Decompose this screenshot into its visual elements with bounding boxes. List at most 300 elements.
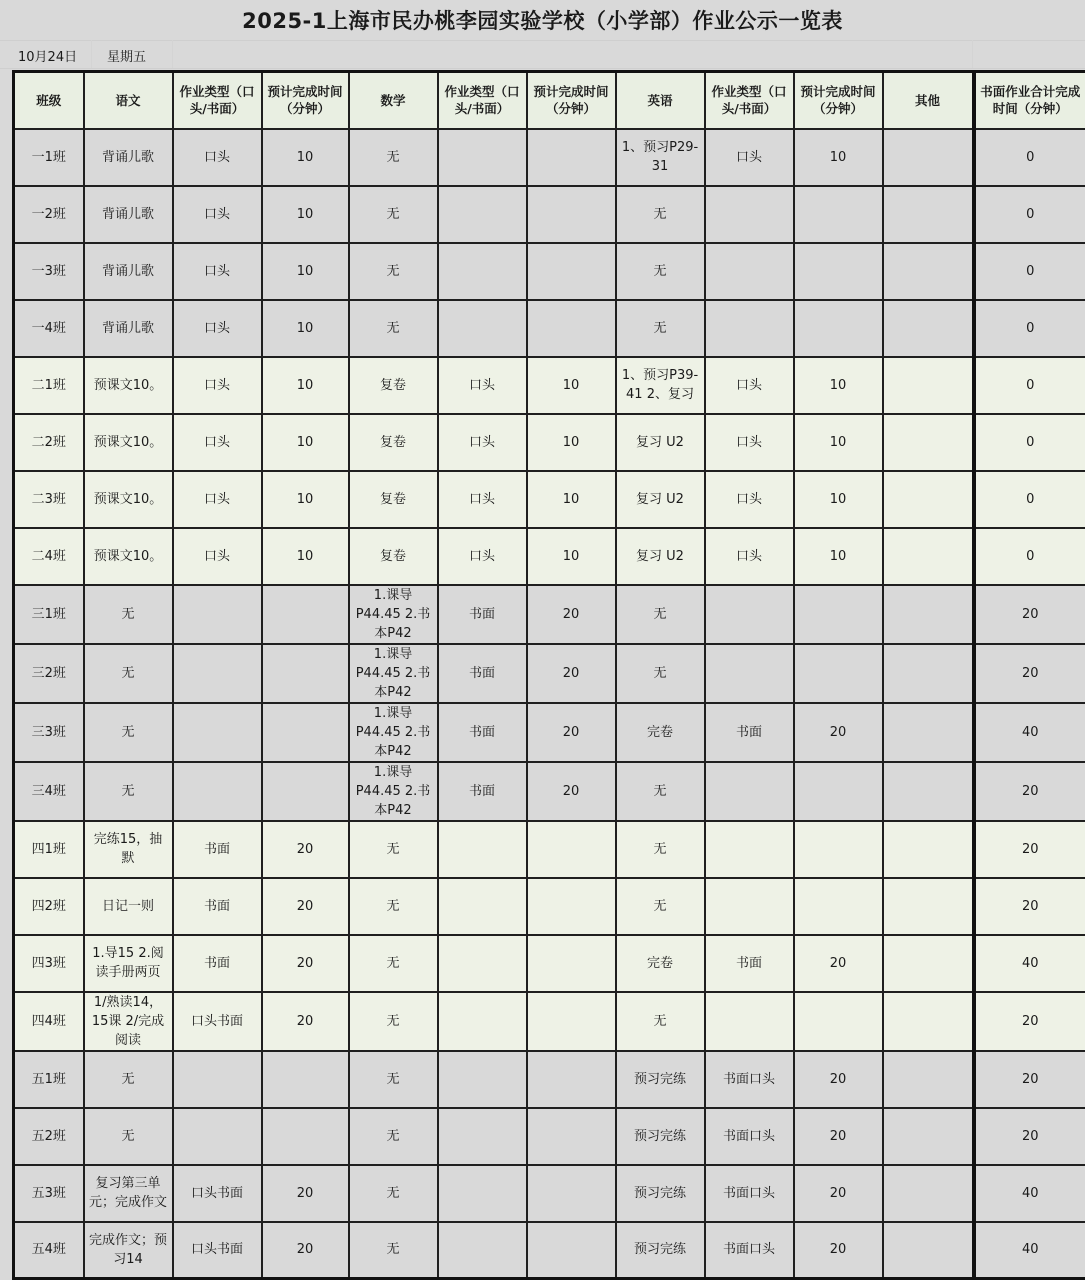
cell-math-type [438,414,527,471]
cell-class [14,935,84,992]
cell-english-time [794,1222,883,1279]
cell-text: 口头 [735,434,762,450]
cell-chinese [84,644,173,703]
cell-text: 书面 [203,898,230,914]
cell-text: 四4班 [31,1013,66,1029]
cell-text: 预习完练 [633,1185,686,1201]
cell-class [14,1108,84,1165]
cell-text: 口头 [203,149,230,165]
cell-chinese [84,471,173,528]
cell-math [349,992,438,1051]
cell-text: 日记一则 [101,898,154,914]
cell-text: 口头 [468,491,495,507]
cell-other [883,414,974,471]
cell-text: 复卷 [379,377,406,393]
cell-text: 无 [386,1242,400,1258]
cell-text: 书面 [735,724,762,740]
cell-written-total [974,1108,1085,1165]
table-row [14,129,1085,186]
cell-text: 1、预习P39-41 2、复习 [621,368,699,402]
cell-text: 无 [386,1071,400,1087]
cell-text: 40 [1021,724,1039,740]
cell-math [349,644,438,703]
cell-class [14,1051,84,1108]
cell-math [349,414,438,471]
cell-text: 无 [386,898,400,914]
cell-other [883,1108,974,1165]
cell-written-total [974,357,1085,414]
cell-text: 10 [296,320,314,336]
cell-written-total [974,243,1085,300]
cell-text: 无 [386,320,400,336]
cell-math-time [527,1108,616,1165]
cell-other [883,186,974,243]
cell-text: 书面 [203,955,230,971]
cell-text: 1.课导P44.45 2.书本P42 [355,764,431,818]
cell-text: 口头 [735,377,762,393]
cell-chinese-type [173,357,262,414]
cell-english-time [794,585,883,644]
cell-written-total [974,1222,1085,1279]
cell-english-time [794,471,883,528]
cell-class [14,357,84,414]
cell-text: 无 [121,606,135,622]
cell-english-time [794,1051,883,1108]
cell-text: 书面 [468,783,495,799]
cell-text: 完练15，抽默 [93,832,163,866]
cell-english-time [794,243,883,300]
table-row [14,1108,1085,1165]
cell-text: 预课文10。 [93,491,163,507]
cell-english [616,644,705,703]
cell-other [883,528,974,585]
cell-chinese-type [173,129,262,186]
cell-text: 1、预习P29-31 [621,140,699,174]
cell-written-total [974,644,1085,703]
cell-english [616,528,705,585]
cell-text: 0 [1026,434,1035,450]
cell-text: 10 [562,377,580,393]
cell-math-time [527,585,616,644]
cell-math-type [438,1222,527,1279]
cell-chinese-type [173,1165,262,1222]
cell-english-type [705,935,794,992]
cell-text: 10 [829,377,847,393]
cell-math-time [527,471,616,528]
cell-chinese [84,243,173,300]
cell-class [14,762,84,821]
cell-math-time [527,935,616,992]
cell-chinese [84,821,173,878]
homework-table [12,70,1085,1280]
cell-text: 无 [653,665,667,681]
cell-chinese-time [262,585,349,644]
cell-text: 无 [386,1013,400,1029]
cell-text: 20 [1021,665,1039,681]
cell-math [349,935,438,992]
cell-math [349,1108,438,1165]
cell-math-time [527,762,616,821]
cell-chinese-time [262,300,349,357]
cell-math-type [438,992,527,1051]
cell-text: 20 [562,606,580,622]
cell-english [616,300,705,357]
cell-english-type [705,992,794,1051]
grid-divider [172,40,173,68]
cell-text: 0 [1026,263,1035,279]
cell-english-time [794,528,883,585]
cell-english-time [794,129,883,186]
cell-english-type [705,300,794,357]
cell-english-time [794,992,883,1051]
cell-math [349,357,438,414]
cell-class [14,585,84,644]
cell-chinese-type [173,762,262,821]
cell-text: 四1班 [31,841,66,857]
cell-text: 无 [653,320,667,336]
cell-text: 无 [121,724,135,740]
cell-english-time [794,357,883,414]
cell-english [616,1051,705,1108]
cell-chinese-type [173,300,262,357]
cell-english-time [794,703,883,762]
cell-text: 无 [653,841,667,857]
cell-english-time [794,762,883,821]
cell-text: 0 [1026,491,1035,507]
cell-math-time [527,414,616,471]
table-row [14,703,1085,762]
cell-class [14,129,84,186]
cell-chinese [84,357,173,414]
cell-chinese [84,1222,173,1279]
cell-text: 五2班 [31,1128,66,1144]
cell-english-time [794,1165,883,1222]
cell-written-total [974,585,1085,644]
cell-text: 20 [296,841,314,857]
table-row [14,992,1085,1051]
cell-text: 背诵儿歌 [101,320,154,336]
cell-text: 预课文10。 [93,548,163,564]
cell-english-type [705,528,794,585]
cell-math-time [527,300,616,357]
cell-text: 五3班 [31,1185,66,1201]
cell-text: 口头 [203,548,230,564]
cell-class [14,703,84,762]
cell-math-time [527,1051,616,1108]
cell-text: 20 [829,724,847,740]
cell-text: 20 [296,1185,314,1201]
cell-math-time [527,357,616,414]
cell-text: 1.课导P44.45 2.书本P42 [355,587,431,641]
grid-divider [91,40,92,68]
page-title: 2025-1上海市民办桃李园实验学校（小学部）作业公示一览表 [0,0,1085,41]
table-row [14,644,1085,703]
cell-text: 口头书面 [190,1013,243,1029]
cell-text: 三3班 [31,724,66,740]
cell-chinese [84,1051,173,1108]
cell-math [349,186,438,243]
cell-english [616,878,705,935]
cell-text: 背诵儿歌 [101,206,154,222]
cell-text: 10 [562,491,580,507]
cell-text: 二3班 [31,491,66,507]
cell-text: 书面口头 [722,1128,775,1144]
cell-text: 二4班 [31,548,66,564]
cell-text: 书面 [468,606,495,622]
cell-math-type [438,357,527,414]
cell-math-type [438,471,527,528]
cell-math [349,471,438,528]
cell-chinese-type [173,703,262,762]
cell-chinese-type [173,935,262,992]
cell-text: 20 [562,783,580,799]
cell-math [349,528,438,585]
cell-text: 1.课导P44.45 2.书本P42 [355,646,431,700]
cell-text: 口头书面 [190,1242,243,1258]
cell-text: 10 [296,491,314,507]
header-math: 数学 [349,72,438,129]
cell-text: 20 [829,1242,847,1258]
cell-english-type [705,186,794,243]
cell-other [883,585,974,644]
cell-class [14,992,84,1051]
cell-chinese-time [262,1108,349,1165]
cell-text: 20 [1021,898,1039,914]
cell-other [883,1222,974,1279]
cell-english [616,129,705,186]
cell-other [883,992,974,1051]
cell-text: 无 [121,783,135,799]
cell-written-total [974,762,1085,821]
cell-english [616,414,705,471]
cell-class [14,821,84,878]
cell-text: 无 [386,1185,400,1201]
cell-text: 0 [1026,548,1035,564]
header-english-type: 作业类型（口头/书面） [705,72,794,129]
cell-text: 10 [829,149,847,165]
cell-english-time [794,414,883,471]
cell-text: 预习完练 [633,1071,686,1087]
cell-text: 无 [386,206,400,222]
cell-text: 10 [296,548,314,564]
cell-text: 10 [296,434,314,450]
cell-chinese-type [173,414,262,471]
cell-class [14,471,84,528]
cell-math [349,1165,438,1222]
cell-english-type [705,243,794,300]
date-row [0,40,1085,69]
cell-other [883,1051,974,1108]
cell-text: 20 [1021,1128,1039,1144]
cell-text: 20 [829,1128,847,1144]
cell-chinese-time [262,243,349,300]
grid-divider [972,40,973,68]
cell-written-total [974,821,1085,878]
cell-text: 书面 [203,841,230,857]
cell-text: 无 [653,263,667,279]
table-row [14,1165,1085,1222]
cell-chinese [84,1165,173,1222]
table-row [14,471,1085,528]
cell-text: 0 [1026,320,1035,336]
cell-english-time [794,644,883,703]
cell-text: 10 [562,548,580,564]
cell-math-time [527,1222,616,1279]
cell-chinese-type [173,471,262,528]
header-other: 其他 [883,72,974,129]
cell-math [349,129,438,186]
cell-text: 复卷 [379,434,406,450]
cell-text: 口头 [735,149,762,165]
cell-class [14,243,84,300]
cell-english [616,1222,705,1279]
cell-chinese [84,703,173,762]
table-row [14,243,1085,300]
cell-text: 无 [653,606,667,622]
cell-math-time [527,992,616,1051]
cell-text: 口头 [203,206,230,222]
cell-text: 10 [829,491,847,507]
cell-chinese-type [173,186,262,243]
cell-math-type [438,1108,527,1165]
cell-math-type [438,935,527,992]
cell-math [349,243,438,300]
cell-chinese-time [262,129,349,186]
cell-written-total [974,1165,1085,1222]
cell-chinese [84,935,173,992]
cell-text: 三1班 [31,606,66,622]
table-row [14,528,1085,585]
cell-text: 口头 [735,548,762,564]
cell-english-time [794,935,883,992]
cell-chinese-type [173,878,262,935]
cell-text: 背诵儿歌 [101,263,154,279]
cell-text: 书面口头 [722,1071,775,1087]
cell-text: 20 [829,1185,847,1201]
cell-text: 10 [829,434,847,450]
cell-chinese-time [262,878,349,935]
header-math-time: 预计完成时间（分钟） [527,72,616,129]
cell-math-type [438,585,527,644]
date-label: 10月24日 [18,50,78,65]
cell-text: 一4班 [31,320,66,336]
cell-other [883,471,974,528]
cell-text: 口头 [203,491,230,507]
cell-math-type [438,878,527,935]
cell-math-time [527,528,616,585]
cell-chinese-time [262,186,349,243]
cell-text: 20 [296,898,314,914]
weekday-label: 星期五 [107,50,147,65]
cell-text: 四3班 [31,955,66,971]
table-row [14,357,1085,414]
cell-text: 20 [296,1242,314,1258]
cell-chinese-time [262,935,349,992]
cell-class [14,414,84,471]
cell-english [616,1108,705,1165]
cell-text: 40 [1021,1242,1039,1258]
cell-text: 书面 [468,665,495,681]
cell-english-type [705,414,794,471]
cell-other [883,357,974,414]
cell-class [14,186,84,243]
cell-other [883,821,974,878]
cell-text: 三4班 [31,783,66,799]
cell-text: 无 [386,841,400,857]
cell-text: 无 [386,263,400,279]
cell-english-time [794,821,883,878]
cell-text: 书面 [735,955,762,971]
cell-text: 无 [653,206,667,222]
cell-class [14,528,84,585]
cell-text: 40 [1021,955,1039,971]
cell-math-type [438,243,527,300]
cell-chinese-time [262,357,349,414]
cell-text: 一3班 [31,263,66,279]
cell-text: 五4班 [31,1242,66,1258]
cell-math [349,762,438,821]
cell-math-type [438,528,527,585]
cell-text: 20 [1021,783,1039,799]
cell-text: 20 [296,955,314,971]
cell-text: 复习 U2 [636,491,684,507]
cell-english [616,935,705,992]
cell-chinese-time [262,703,349,762]
cell-text: 预课文10。 [93,434,163,450]
cell-text: 预课文10。 [93,377,163,393]
cell-chinese-time [262,1165,349,1222]
cell-chinese-type [173,528,262,585]
cell-text: 口头书面 [190,1185,243,1201]
cell-text: 20 [296,1013,314,1029]
cell-chinese [84,129,173,186]
cell-text: 书面口头 [722,1242,775,1258]
cell-chinese-type [173,243,262,300]
cell-text: 一1班 [31,149,66,165]
cell-text: 无 [121,1128,135,1144]
cell-chinese-time [262,1222,349,1279]
cell-text: 复习 U2 [636,548,684,564]
cell-math-type [438,1165,527,1222]
cell-text: 口头 [468,548,495,564]
cell-english-type [705,585,794,644]
cell-text: 完卷 [646,724,673,740]
cell-english [616,585,705,644]
cell-text: 20 [1021,1071,1039,1087]
cell-text: 复卷 [379,491,406,507]
cell-text: 20 [1021,841,1039,857]
cell-english-type [705,471,794,528]
cell-text: 二2班 [31,434,66,450]
cell-english [616,471,705,528]
header-chinese-type: 作业类型（口头/书面） [173,72,262,129]
header-chinese: 语文 [84,72,173,129]
cell-text: 20 [562,665,580,681]
cell-english [616,762,705,821]
header-chinese-time: 预计完成时间（分钟） [262,72,349,129]
cell-text: 无 [386,149,400,165]
cell-class [14,878,84,935]
cell-class [14,300,84,357]
cell-text: 口头 [203,263,230,279]
cell-english-type [705,878,794,935]
table-row [14,935,1085,992]
cell-math-time [527,186,616,243]
cell-written-total [974,1051,1085,1108]
cell-math [349,1222,438,1279]
cell-english-type [705,1051,794,1108]
table-row [14,186,1085,243]
